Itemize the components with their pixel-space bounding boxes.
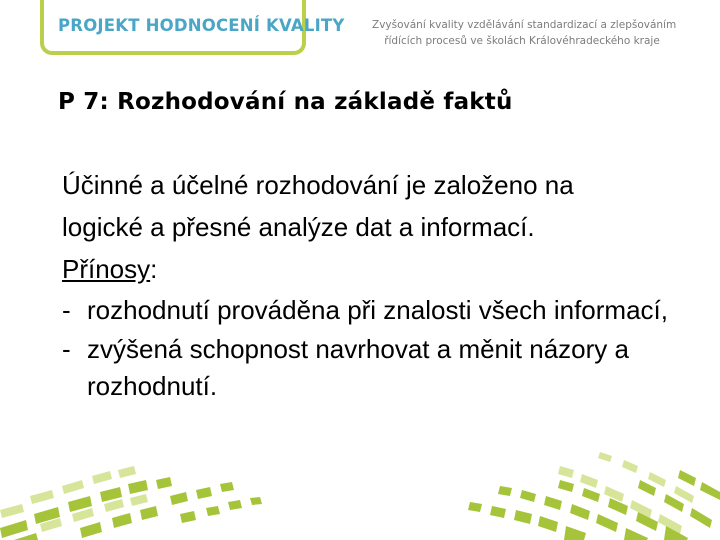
bullet-dash: - [62, 334, 71, 364]
intro-line-2: logické a přesné analýze dat a informací. [62, 212, 535, 242]
header-tagline [372, 17, 677, 49]
bullet-dash: - [62, 295, 71, 325]
slide-body [62, 164, 712, 405]
tagline-line-2: řídících procesů ve školách Královéhradeckého kraje [384, 35, 660, 47]
project-logo [40, 0, 345, 55]
intro-line-1: Účinné a účelné rozhodování je založeno na [62, 170, 574, 200]
bullet-item [62, 331, 712, 405]
logo-text: PROJEKT HODNOCENÍ KVALITY [58, 16, 345, 35]
decorative-wave-pattern [0, 440, 720, 540]
bullet-text: zvýšená schopnost navrhovat a měnit názory a rozhodnutí. [87, 334, 629, 401]
benefits-heading [62, 248, 712, 290]
bullet-text: rozhodnutí prováděna při znalosti všech informací, [87, 295, 668, 325]
benefits-label: Přínosy [62, 254, 151, 284]
benefits-colon: : [150, 254, 158, 284]
tagline-line-1: Zvyšování kvality vzdělávání standardizací a zlepšováním [372, 19, 677, 31]
bullet-item [62, 292, 712, 329]
slide-title: P 7: Rozhodování na základě faktů [58, 89, 513, 115]
